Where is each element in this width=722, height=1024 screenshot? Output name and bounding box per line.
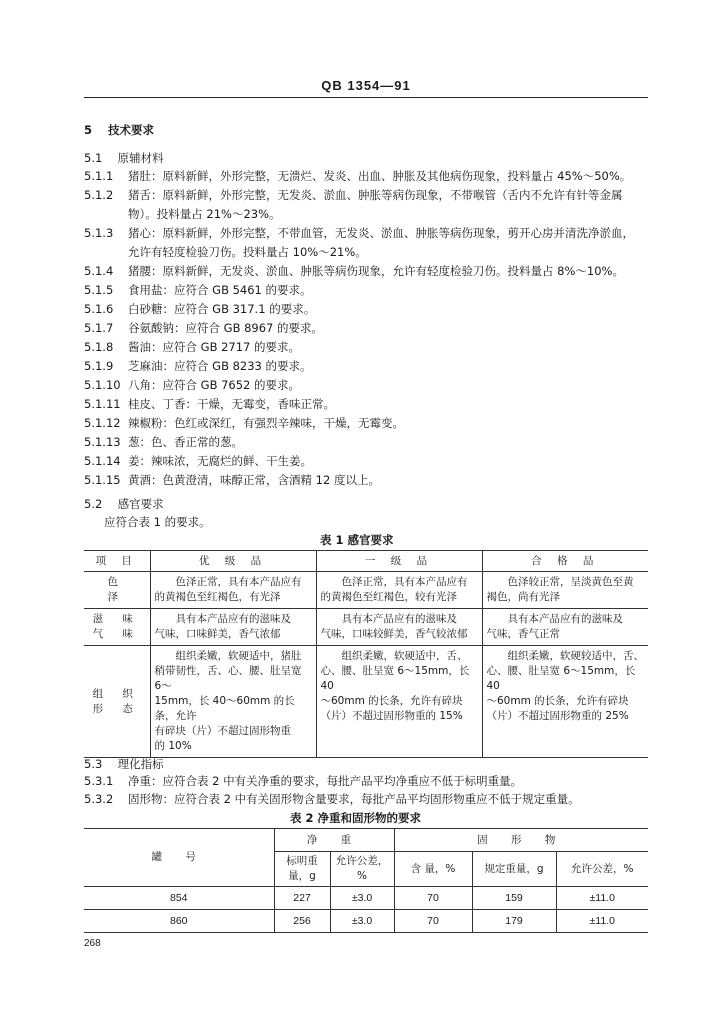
table-2-group-header-row — [84, 829, 648, 852]
standard-header: QB 1354—91 — [321, 78, 411, 93]
cell-line: 气味，口味鲜美，香气浓郁 — [154, 628, 281, 640]
table-2-sub-header: 规定重量，g — [472, 852, 556, 887]
table-2-sub-header: 允许公差，% — [556, 852, 648, 887]
clause-line — [84, 301, 315, 317]
table-1-cell — [482, 646, 648, 758]
section-5-heading — [84, 122, 154, 138]
clause-text: 猪舌：原料新鲜，外形完整，无发炎、淤血、肿胀等病伤现象，不带喉管（舌内不允许有针等金属 — [128, 188, 623, 202]
cell-line: 组织柔嫩，软硬较适中，舌、 — [507, 650, 644, 662]
clause-line — [84, 377, 300, 393]
clause-number: 5.1.1 — [84, 169, 114, 183]
clause-text: 允许有轻度检验刀伤。投料量占 10%～21%。 — [128, 245, 367, 259]
cell-line: 有碎块（片）不超过固形物重 — [154, 725, 291, 737]
section-5-1-title: 原辅材料 — [117, 151, 164, 165]
row-label-line: 组 织 — [92, 687, 141, 700]
clause-number: 5.3.1 — [84, 774, 114, 788]
cell-line: 组织柔嫩，软硬适中，舌、 — [341, 650, 468, 662]
clause-number: 5.1.7 — [84, 321, 114, 335]
clause-number: 5.1.3 — [84, 226, 114, 240]
clause-text: 白砂糖：应符合 GB 317.1 的要求。 — [128, 302, 316, 316]
clause-number: 5.1.13 — [84, 435, 121, 449]
clause-line — [84, 453, 312, 469]
table-1-row — [84, 609, 648, 646]
table-2-cell: 159 — [472, 887, 556, 910]
clause-number: 5.1.2 — [84, 188, 114, 202]
row-label-line: 色 — [107, 576, 126, 588]
section-5-2-heading — [84, 496, 164, 512]
table-1-cell — [482, 609, 648, 646]
table-2-cell: 256 — [274, 910, 330, 933]
clause-5-3-1 — [84, 773, 522, 789]
clause-text: 猪腰：原料新鲜，无发炎、淤血、肿胀等病伤现象，允许有轻度检验刀伤。投料量占 8%～10%。 — [128, 264, 624, 278]
cell-line: （片）不超过固形物重的 15% — [320, 710, 463, 722]
clause-text: 猪肚：原料新鲜，外形完整，无溃烂、发炎、出血、肿胀及其他病伤现象，投料量占 45%～50%。 — [128, 169, 632, 183]
cell-line: 心、腰、肚呈宽 6～15mm，长 40 — [486, 665, 636, 692]
cell-line: ～60mm 的长条，允许有碎块 — [486, 695, 629, 707]
clause-line — [84, 282, 312, 298]
cell-line: （片）不超过固形物重的 25% — [486, 710, 629, 722]
clause-number: 5.1.15 — [84, 473, 121, 487]
clause-line — [84, 244, 367, 260]
clause-text: 猪心：原料新鲜，外形完整，不带血管，无发炎、淤血、肿胀等病伤现象，剪开心房并清洗净淤血， — [128, 226, 634, 240]
table-2-cell: 860 — [84, 910, 274, 933]
cell-line: 组织柔嫩，软硬适中，猪肚 — [175, 650, 302, 662]
clause-text: 黄酒：色黄澄清，味醇正常，含酒精 12 度以上。 — [128, 473, 380, 487]
table-2-sub-header: 允许公差，% — [330, 852, 394, 887]
clause-text: 谷氨酸钠：应符合 GB 8967 的要求。 — [128, 321, 324, 335]
table-1-row-label — [84, 572, 150, 609]
cell-line: ～60mm 的长条，允许有碎块 — [320, 695, 463, 707]
section-5-3-title: 理化指标 — [117, 757, 164, 771]
section-5-title: 技术要求 — [108, 123, 155, 137]
table-1-cell — [316, 572, 482, 609]
table-2-cell: 70 — [394, 887, 472, 910]
table-2-cell: 227 — [274, 887, 330, 910]
table-2-cell: ±11.0 — [556, 887, 648, 910]
cell-line: 15mm，长 40～60mm 的长条，允许 — [154, 695, 295, 722]
clause-line — [84, 320, 323, 336]
clause-text: 八角：应符合 GB 7652 的要求。 — [128, 378, 301, 392]
header-rule — [84, 97, 648, 98]
table-1-row — [84, 646, 648, 758]
clause-text: 葱：色、香正常的葱。 — [128, 435, 243, 449]
clause-line — [84, 263, 624, 279]
section-5-2-title: 感官要求 — [117, 497, 164, 511]
table-1-header-item: 项 目 — [84, 551, 150, 572]
clause-line — [84, 415, 404, 431]
table-1-row — [84, 572, 648, 609]
section-5-2-body: 应符合表 1 的要求。 — [104, 515, 211, 529]
table-2-header-solids: 固 形 物 — [394, 829, 648, 852]
table-2-net-weight — [84, 828, 648, 933]
table-1-sensory — [84, 550, 648, 758]
clause-text: 物）。投料量占 21%～23%。 — [128, 207, 281, 221]
table-1-header-premium: 优 级 品 — [150, 551, 316, 572]
table-2-cell: 179 — [472, 910, 556, 933]
table-2-sub-header: 标明重量，g — [274, 852, 330, 887]
clause-text: 桂皮、丁香：干燥，无霉变，香味正常。 — [128, 397, 335, 411]
clause-line — [84, 206, 281, 222]
table-1-cell — [150, 572, 316, 609]
table-2-sub-header: 含 量，% — [394, 852, 472, 887]
cell-line: 气味，香气正常 — [486, 628, 560, 640]
section-5-3-number: 5.3 — [84, 757, 103, 771]
clause-line — [84, 339, 300, 355]
clause-line — [84, 434, 243, 450]
table-1-cell — [316, 646, 482, 758]
table-1-cell — [150, 646, 316, 758]
clause-number: 5.1.5 — [84, 283, 114, 297]
clause-number: 5.1.14 — [84, 454, 121, 468]
table-1-cell — [316, 609, 482, 646]
clause-number: 5.1.11 — [84, 397, 121, 411]
table-2-row — [84, 910, 648, 933]
row-label-line: 滋 味 — [92, 613, 141, 625]
table-2-body — [84, 887, 648, 933]
table-2-caption: 表 2 净重和固形物的要求 — [290, 811, 422, 825]
clause-number: 5.1.8 — [84, 340, 114, 354]
cell-line: 的 10% — [154, 740, 192, 752]
row-label-line: 形 态 — [92, 702, 141, 715]
table-1-header-qualified: 合 格 品 — [482, 551, 648, 572]
section-5-2-number: 5.2 — [84, 497, 103, 511]
cell-line: 具有本产品应有的滋味及 — [507, 613, 623, 625]
table-1-cell — [482, 572, 648, 609]
cell-line: 色泽较正常，呈淡黄色至黄 — [507, 576, 634, 588]
cell-line: 稍带韧性，舌、心、腰、肚呈宽 6～ — [154, 665, 302, 692]
section-5-1-number: 5.1 — [84, 151, 103, 165]
table-1-cell — [150, 609, 316, 646]
table-1-header-row — [84, 551, 648, 572]
cell-line: 色泽正常，具有本产品应有 — [341, 576, 468, 588]
table-2-cell: ±3.0 — [330, 910, 394, 933]
clause-text: 食用盐：应符合 GB 5461 的要求。 — [128, 283, 312, 297]
cell-line: 的黄褐色至红褐色，较有光泽 — [320, 591, 457, 603]
table-1-body — [84, 572, 648, 758]
table-2-cell: ±11.0 — [556, 910, 648, 933]
table-1-row-label — [84, 609, 150, 646]
cell-line: 心、腰、肚呈宽 6～15mm，长 40 — [320, 665, 470, 692]
clause-number: 5.1.6 — [84, 302, 114, 316]
clause-text: 净重：应符合表 2 中有关净重的要求，每批产品平均净重应不低于标明重量。 — [128, 774, 523, 788]
table-2-header-net-weight: 净 重 — [274, 829, 394, 852]
cell-line: 具有本产品应有的滋味及 — [341, 613, 457, 625]
table-2-cell: 854 — [84, 887, 274, 910]
clause-number: 5.1.9 — [84, 359, 114, 373]
cell-line: 色泽正常，具有本产品应有 — [175, 576, 302, 588]
clause-number: 5.1.12 — [84, 416, 121, 430]
cell-line: 具有本产品应有的滋味及 — [175, 613, 291, 625]
table-1-header-first: 一 级 品 — [316, 551, 482, 572]
clause-text: 辣椒粉：色红或深红，有强烈辛辣味，干燥，无霉变。 — [128, 416, 404, 430]
clause-line — [84, 187, 623, 203]
clause-number: 5.1.4 — [84, 264, 114, 278]
table-1-row-label — [84, 646, 150, 758]
table-2-cell: ±3.0 — [330, 887, 394, 910]
section-5-3-heading — [84, 756, 164, 772]
page-number: 268 — [84, 938, 101, 949]
table-2-header-code: 罐 号 — [84, 829, 274, 887]
cell-line: 褐色，尚有光泽 — [486, 591, 560, 603]
table-2-row — [84, 887, 648, 910]
clause-line — [84, 396, 335, 412]
cell-line: 的黄褐色至红褐色，有光泽 — [154, 591, 281, 603]
row-label-line: 气 味 — [92, 628, 141, 640]
section-5-number: 5 — [84, 123, 93, 137]
cell-line: 气味，口味较鲜美，香气较浓郁 — [320, 628, 468, 640]
clause-text: 固形物：应符合表 2 中有关固形物含量要求，每批产品平均固形物重应不低于规定重量。 — [128, 792, 580, 806]
clause-line — [84, 358, 312, 374]
clause-line — [84, 168, 631, 184]
clause-number: 5.3.2 — [84, 792, 114, 806]
table-1-caption: 表 1 感官要求 — [320, 533, 394, 547]
clause-5-3-2 — [84, 791, 580, 807]
row-label-line: 泽 — [107, 591, 126, 603]
clause-text: 酱油：应符合 GB 2717 的要求。 — [128, 340, 301, 354]
clause-line — [84, 225, 634, 241]
clause-text: 芝麻油：应符合 GB 8233 的要求。 — [128, 359, 312, 373]
section-5-1-heading — [84, 150, 164, 166]
clause-text: 姜：辣味浓，无腐烂的鲜、干生姜。 — [128, 454, 312, 468]
table-2-cell: 70 — [394, 910, 472, 933]
clause-line — [84, 472, 380, 488]
clause-number: 5.1.10 — [84, 378, 121, 392]
